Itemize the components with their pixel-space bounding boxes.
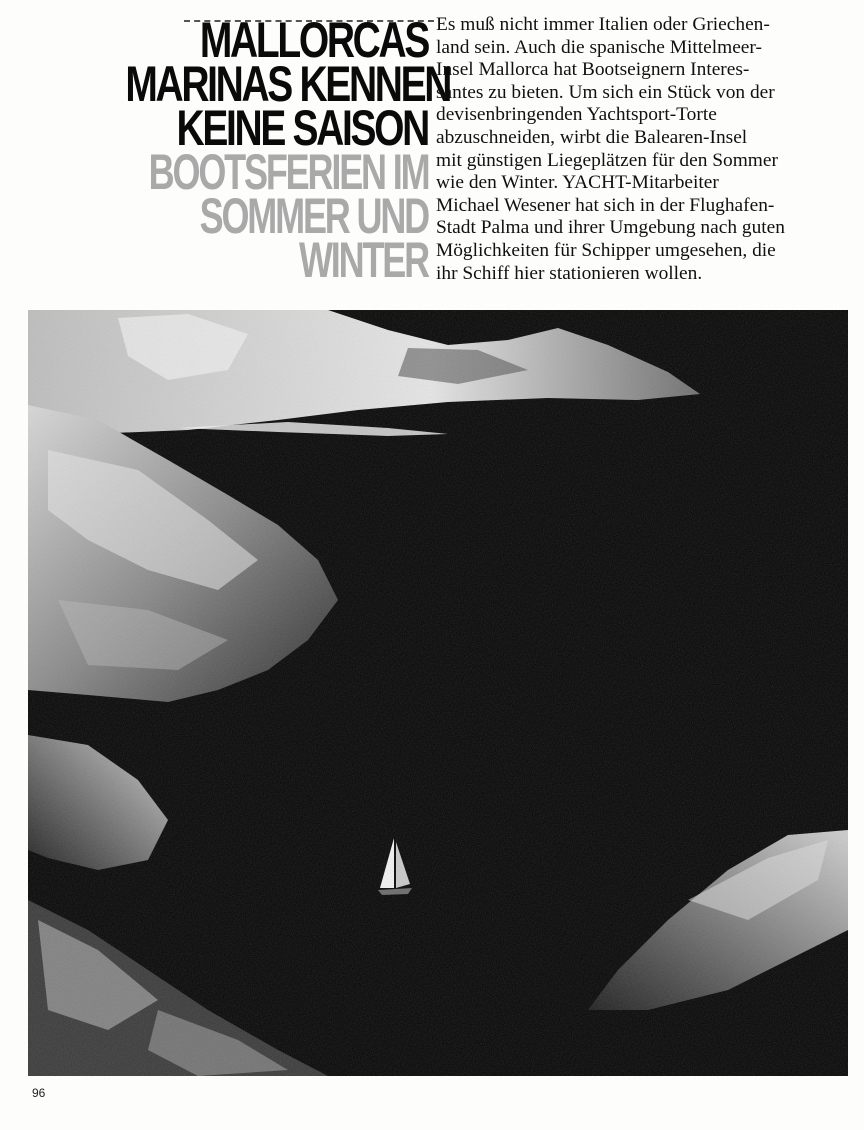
headline-line-3: KEINE SAISON — [176, 100, 428, 156]
intro-paragraph — [436, 14, 848, 285]
coastline-illustration — [28, 310, 848, 1076]
headline-line-2: MARINAS KENNEN — [125, 56, 451, 112]
coastline-photo — [28, 310, 848, 1076]
subheadline-line-2: SOMMER UND — [199, 188, 428, 244]
intro-line: mit günstigen Liegeplätzen für den Sommer — [436, 149, 778, 171]
intro-line: Insel Mallorca hat Bootseignern Interes- — [436, 59, 750, 81]
intro-line: Michael Wesener hat sich in der Flughafen- — [436, 194, 775, 216]
intro-line: wie den Winter. YACHT-Mitarbeiter — [436, 172, 719, 194]
subheadline-line-1: BOOTSFERIEN IM — [148, 144, 429, 200]
intro-line: land sein. Auch die spanische Mittelmeer- — [436, 36, 762, 58]
page-number: 96 — [32, 1086, 46, 1100]
intro-line: ihr Schiff hier stationieren wollen. — [436, 262, 703, 284]
headline-line-1: MALLORCAS — [199, 12, 428, 68]
headline — [40, 12, 451, 288]
subheadline-line-3: WINTER — [298, 232, 428, 288]
intro-line: Möglichkeiten für Schipper umgesehen, die — [436, 239, 776, 261]
intro-line: Es muß nicht immer Italien oder Griechen- — [436, 14, 770, 35]
intro-line: abzuschneiden, wirbt die Balearen-Insel — [436, 126, 748, 148]
intro-line: santes zu bieten. Um sich ein Stück von der — [436, 81, 775, 103]
intro-line: Stadt Palma und ihrer Umgebung nach guten — [436, 217, 785, 239]
intro-line: devisenbringenden Yachtsport-Torte — [436, 104, 717, 126]
